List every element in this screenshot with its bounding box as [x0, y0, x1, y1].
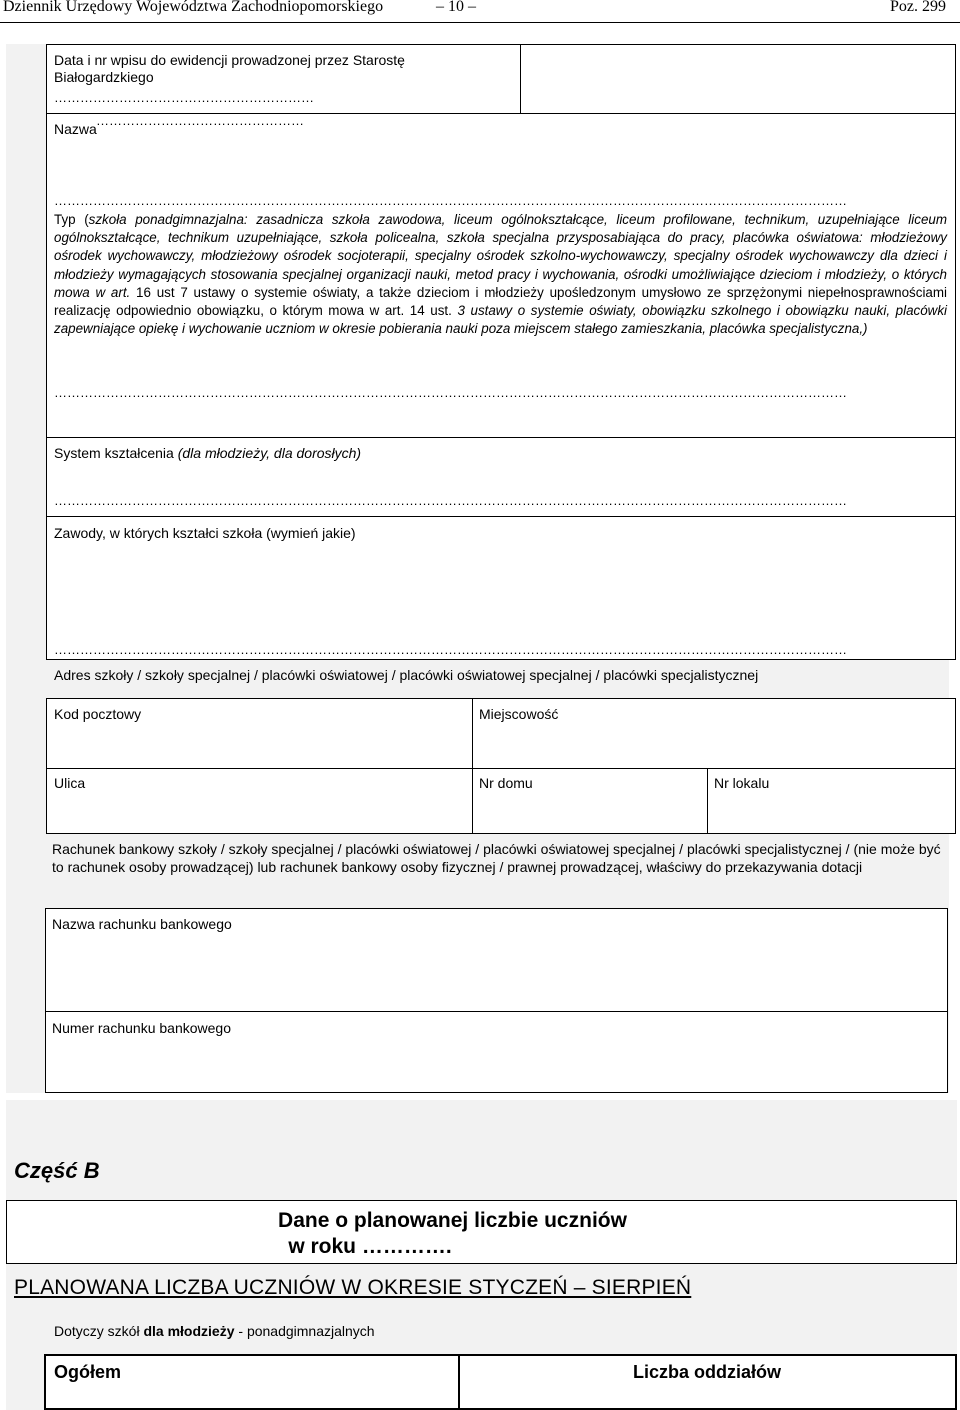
registry-dots: ……………………………………………………	[54, 90, 314, 105]
professions-dots: …………………………………………………………………………………………………………………………………………………………………	[54, 642, 847, 657]
name-dots-top: …………………………………………	[96, 113, 304, 128]
concerns-suffix: - ponadgimnazjalnych	[234, 1323, 375, 1339]
postal-code-label: Kod pocztowy	[54, 706, 142, 722]
street-label: Ulica	[54, 775, 86, 791]
type-normal-1: 16 ust 7 ustawy o systemie oświaty, a także dzieciom i młodzieży upośledzonym umysłowo ze sprzężonymi niepełnosprawnościami realizację odpowiednio obowiązku, o którym mowa w art. 14 ust.	[54, 284, 947, 319]
professions-label: Zawody, w których kształci szkoła (wymień jakie)	[54, 525, 356, 541]
section-divider-1	[46, 437, 956, 438]
part-b-heading: Część B	[14, 1158, 100, 1183]
type-dots: …………………………………………………………………………………………………………………………………………………………………	[54, 385, 847, 400]
street-cell	[46, 768, 473, 834]
total-label: Ogółem	[54, 1362, 122, 1382]
concerns-prefix: Dotyczy szkół	[54, 1323, 144, 1339]
section-divider-2	[46, 516, 956, 517]
planned-students-title: PLANOWANA LICZBA UCZNIÓW W OKRESIE STYCZEŃ – SIERPIEŃ	[14, 1276, 692, 1299]
system-dots: …………………………………………………………………………………………………………………………………………………………………	[54, 493, 847, 508]
name-dots: …………………………………………………………………………………………………………………………………………………………………	[54, 193, 847, 208]
position-number: Poz. 299	[890, 0, 946, 15]
type-description	[54, 211, 947, 338]
concerns-bold: dla młodzieży	[143, 1323, 235, 1339]
header-rule	[0, 22, 960, 23]
journal-title: Dziennik Urzędowy Województwa Zachodniopomorskiego	[3, 0, 384, 15]
bank-number-label: Numer rachunku bankowego	[52, 1020, 231, 1036]
registry-label: Data i nr wpisu do ewidencji prowadzonej przez Starostę Białogardzkiego	[54, 52, 405, 85]
registry-right-box	[520, 44, 956, 114]
part-b-title-line1: Dane o planowanej liczbie uczniów	[278, 1209, 627, 1232]
type-normal-2: 3 ustawy o systemie oświaty, obowiązku szkolnego i obowiązku nauki, placówki zapewniające opiekę i wychowanie uczniom w okresie pobierania nauki poza miejscem stałego zamieszkania, placówka specjalistyczna,)	[54, 303, 947, 337]
concerns-label	[54, 1323, 375, 1340]
city-label: Miejscowość	[479, 706, 559, 722]
page-number: – 10 –	[436, 0, 476, 15]
name-label: Nazwa	[54, 121, 97, 137]
type-italic: szkoła ponadgimnazjalna: zasadnicza szkoła zawodowa, liceum ogólnokształcące, liceum profilowane, technikum, uzupełniające liceum ogólnokształcące, technikum uzupełniające, szkoła policealna, szkoła specjalna przysposabiająca do pracy, placówka oświatowa: młodzieżowy ośrodek wychowawczy, młodzieżowy ośrodek socjoterapii, specjalny ośrodek szkolno-wychowawczy, specjalny ośrodek wychowawczy dla dzieci i młodzieży wymagających stosowania specjalnej organizacji nauki, metod pracy i wychowania, ośrodki umożliwiające dzieciom i młodzieży, o których mowa w art.	[54, 212, 948, 300]
type-label-start: Typ (	[54, 212, 89, 227]
flat-no-label: Nr lokalu	[714, 775, 770, 791]
bank-name-label: Nazwa rachunku bankowego	[52, 916, 232, 932]
system-label	[54, 445, 361, 462]
bank-account-label: Rachunek bankowy szkoły / szkoły specjalnej / placówki oświatowej / placówki oświatowej specjalnej / placówki specjalistycznej / (nie może być to rachunek osoby prowadzącej) lub rachunek bankowy osoby fizycznej / prawnej prowadzącej, właściwy do przekazywania dotacji	[52, 841, 941, 875]
system-italic: (dla młodzieży, dla dorosłych)	[177, 445, 362, 461]
address-label: Adres szkoły / szkoły specjalnej / placówki oświatowej / placówki oświatowej specjalnej / placówki specjalistycznej	[54, 667, 759, 683]
part-b-title-line2: w roku ………….	[288, 1235, 452, 1258]
classes-label: Liczba oddziałów	[633, 1362, 782, 1382]
system-label-text: System kształcenia	[54, 445, 178, 461]
house-no-label: Nr domu	[479, 775, 533, 791]
